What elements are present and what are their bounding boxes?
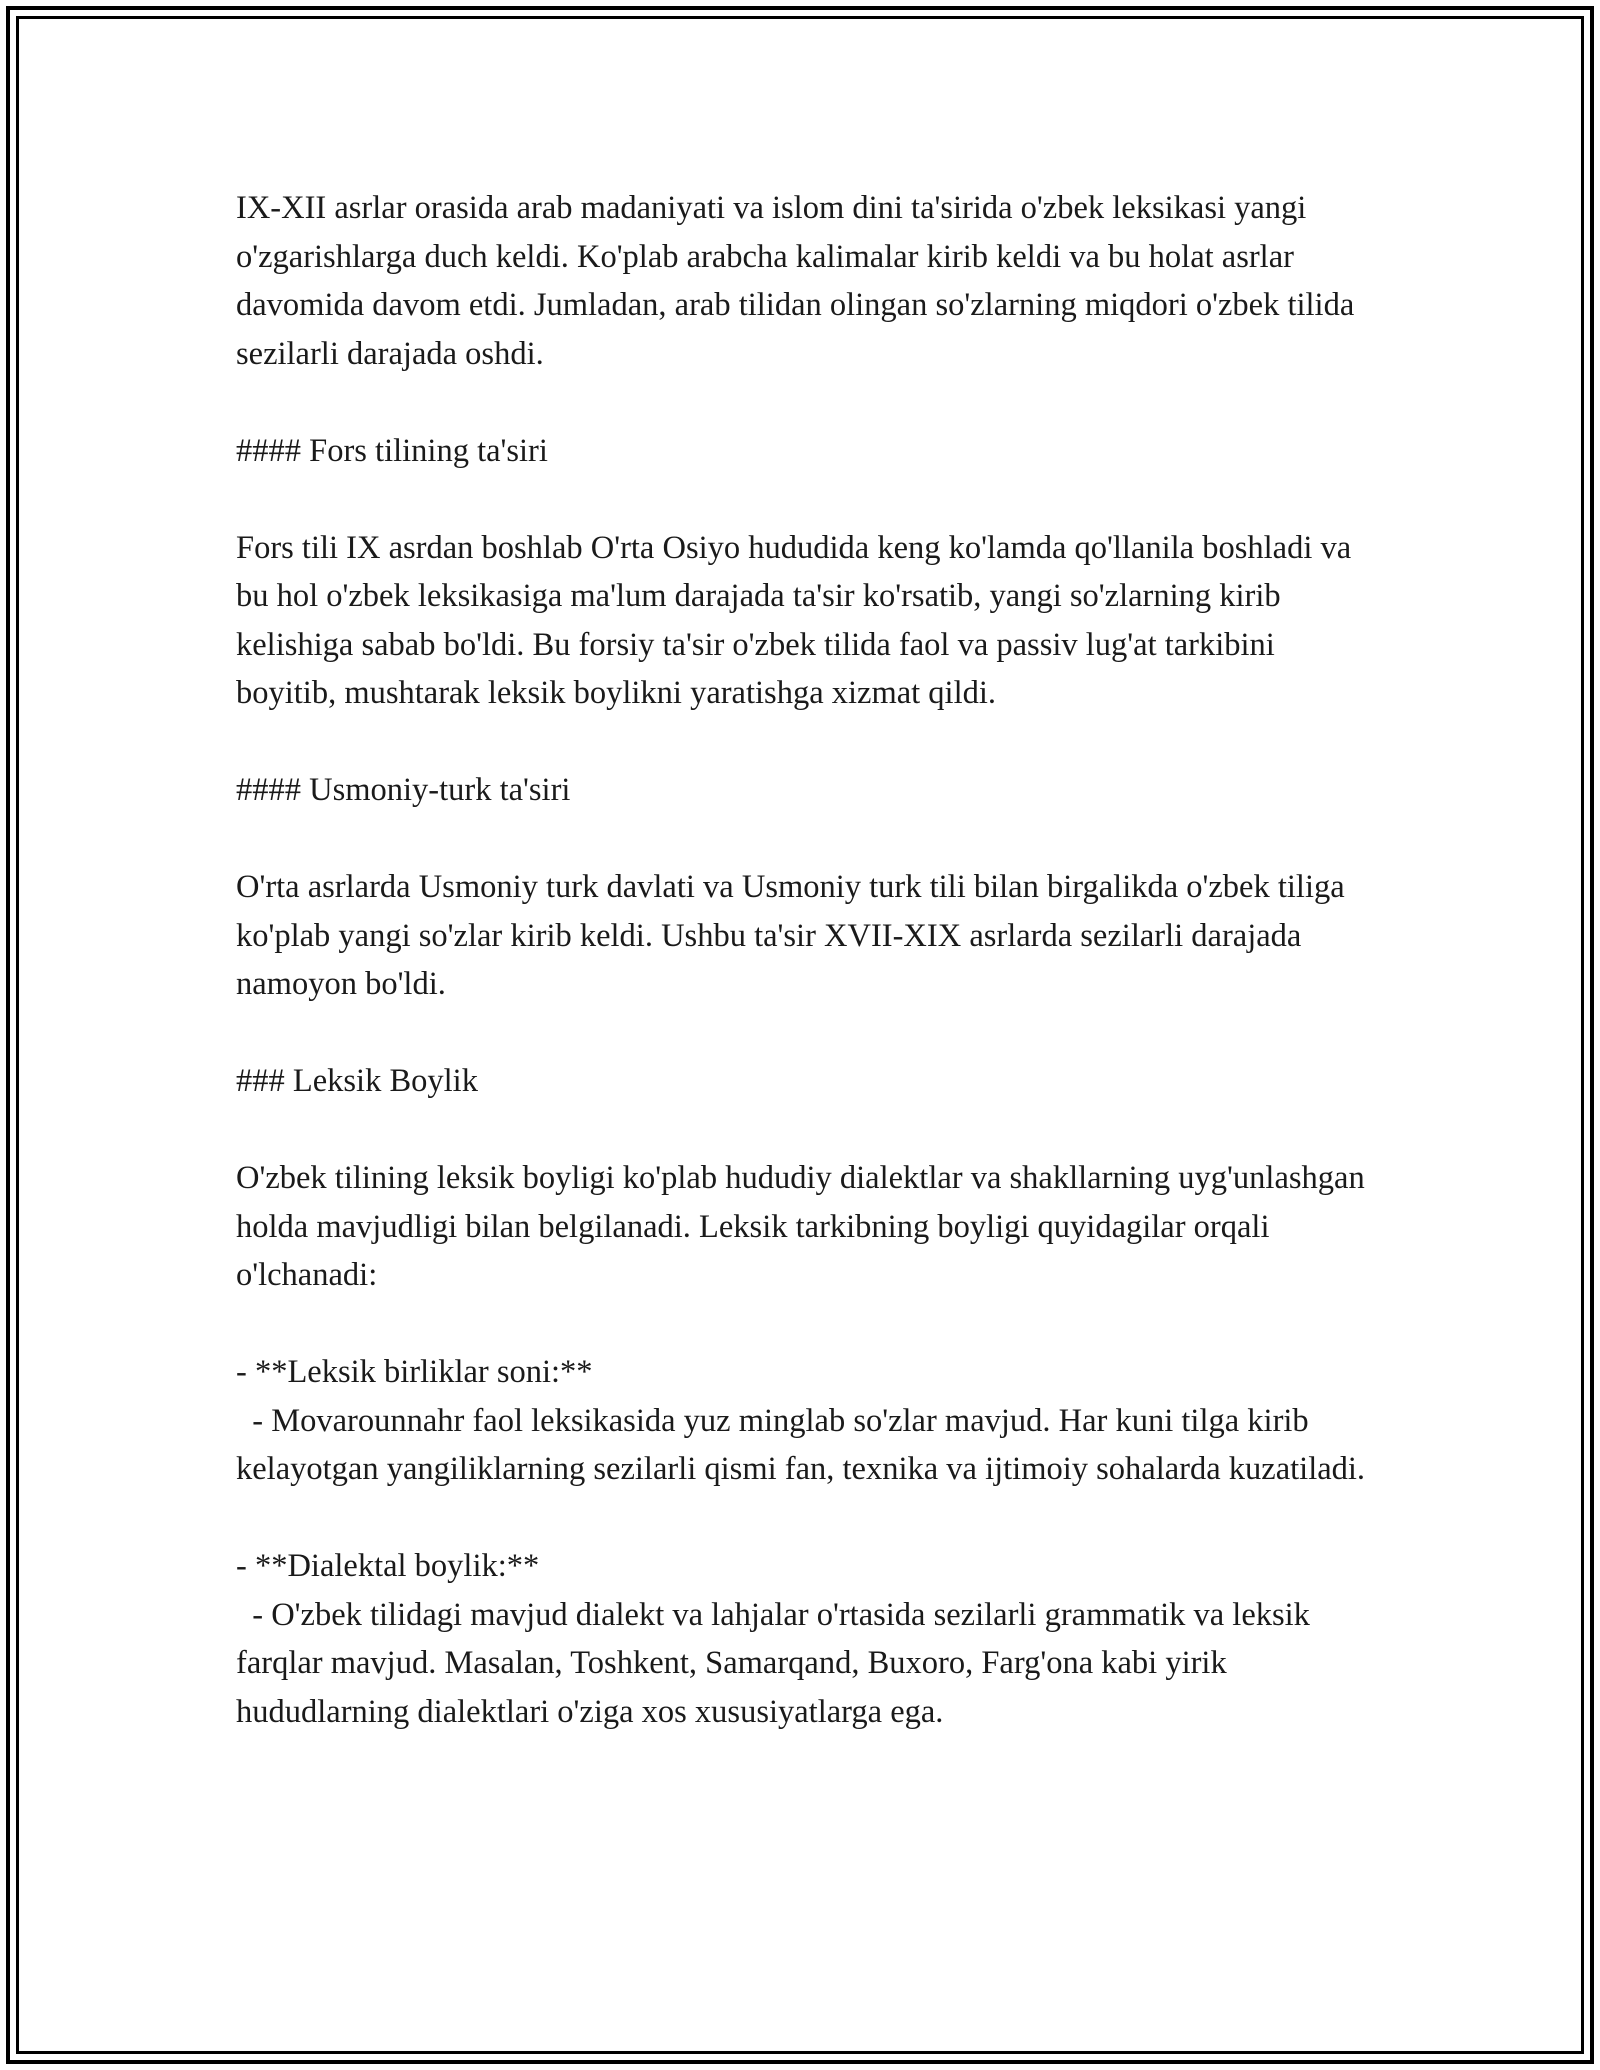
list-item-text: - O'zbek tilidagi mavjud dialekt va lahjalar o'rtasida sezilarli grammatik va leksik farqlar mavjud. Masalan, Toshkent, Samarqand, Buxoro, Farg'ona kabi yirik hududlarning dialektlari o'ziga xos xususiyatlarga ega. — [236, 1596, 1319, 1730]
heading-usmoniy-influence: #### Usmoniy-turk ta'siri — [236, 772, 571, 808]
paragraph-arab-influence: IX-XII asrlar orasida arab madaniyati va islom dini ta'sirida o'zbek leksikasi yangi o'zgarishlarga duch keldi. Ko'plab arabcha kalimalar kirib keldi va bu holat asrlar davomida davom etdi. Jumladan, arab tilidan olingan so'zlarning miqdori o'zbek tilida sezilarli darajada oshdi. — [236, 190, 1363, 372]
heading-leksik-boylik: ### Leksik Boylik — [236, 1063, 478, 1099]
paragraph-usmoniy-influence: O'rta asrlarda Usmoniy turk davlati va Usmoniy turk tili bilan birgalikda o'zbek tiliga ko'plab yangi so'zlar kirib keldi. Ushbu ta'sir XVII-XIX asrlarda sezilarli darajada namoyon bo'ldi. — [236, 869, 1353, 1002]
document-body — [236, 184, 1376, 1736]
list-item-text: - Movarounnahr faol leksikasida yuz minglab so'zlar mavjud. Har kuni tilga kirib kelayotgan yangiliklarning sezilarli qismi fan, texnika va ijtimoiy sohalarda kuzatiladi. — [236, 1402, 1366, 1487]
list-item-leksik-birliklar — [236, 1348, 1376, 1494]
list-item-title: - **Dialektal boylik:** — [236, 1548, 540, 1584]
heading-fors-influence: #### Fors tilining ta'siri — [236, 432, 548, 469]
paragraph-leksik-boylik: O'zbek tilining leksik boyligi ko'plab hududiy dialektlar va shakllarning uyg'unlashgan holda mavjudligi bilan belgilanadi. Leksik tarkibning boyligi quyidagilar orqali o'lchanadi: — [236, 1160, 1373, 1293]
list-item-dialektal-boylik — [236, 1542, 1376, 1736]
list-item-title: - **Leksik birliklar soni:** — [236, 1354, 593, 1390]
paragraph-fors-influence: Fors tili IX asrdan boshlab O'rta Osiyo hududida keng ko'lamda qo'llanila boshladi va bu hol o'zbek leksikasiga ma'lum darajada ta'sir ko'rsatib, yangi so'zlarning kirib kelishiga sabab bo'ldi. Bu forsiy ta'sir o'zbek tilida faol va passiv lug'at tarkibini boyitib, mushtarak leksik boylikni yaratishga xizmat qildi. — [236, 529, 1360, 711]
